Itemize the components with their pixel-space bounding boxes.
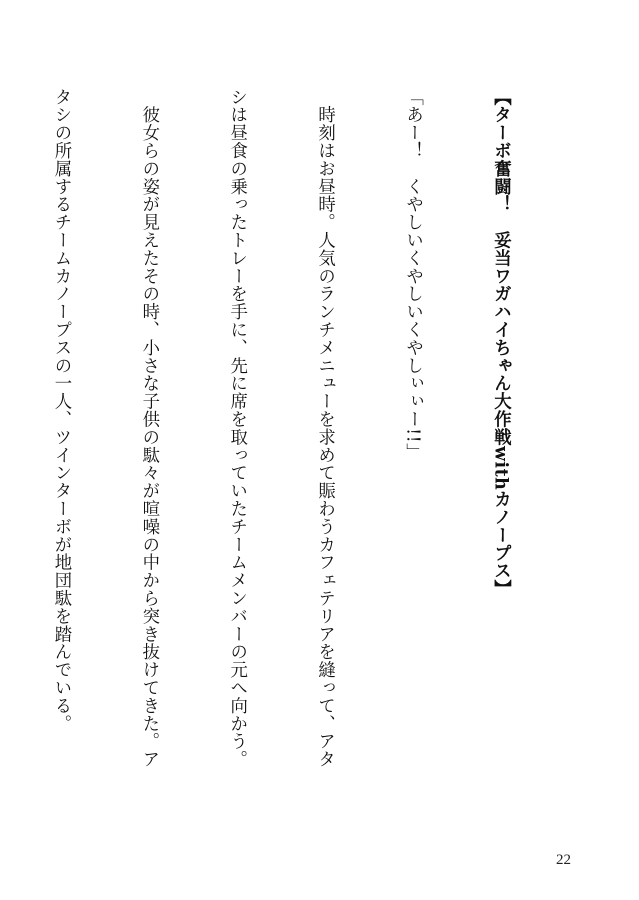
chapter-title: 【ターボ奮闘！ 妥当ワガハイちゃん大作戦withカノープス】 [490,88,511,598]
text-line: 「あー！ くやしいくやしいくやしぃぃー!!」 [402,88,423,461]
text-line: 時刻はお昼時。人気のランチメニューを求めて賑わうカフェテリアを縫って、アタ [314,88,335,769]
page-number-text: 22 [556,852,571,868]
vertical-text-block [0,88,573,818]
text-line: シは昼食の乗ったトレーを手に、先に席を取っていたチームメンバーの元へ向かう。 [226,88,247,769]
text-line: 彼女らの姿が見えたその時、小さな子供の駄々が喧噪の中から突き抜けてきた。ア [138,88,159,769]
text-line: タシの所属するチームカノープスの一人、ツインターボが地団駄を踏んでいる。 [50,88,71,733]
